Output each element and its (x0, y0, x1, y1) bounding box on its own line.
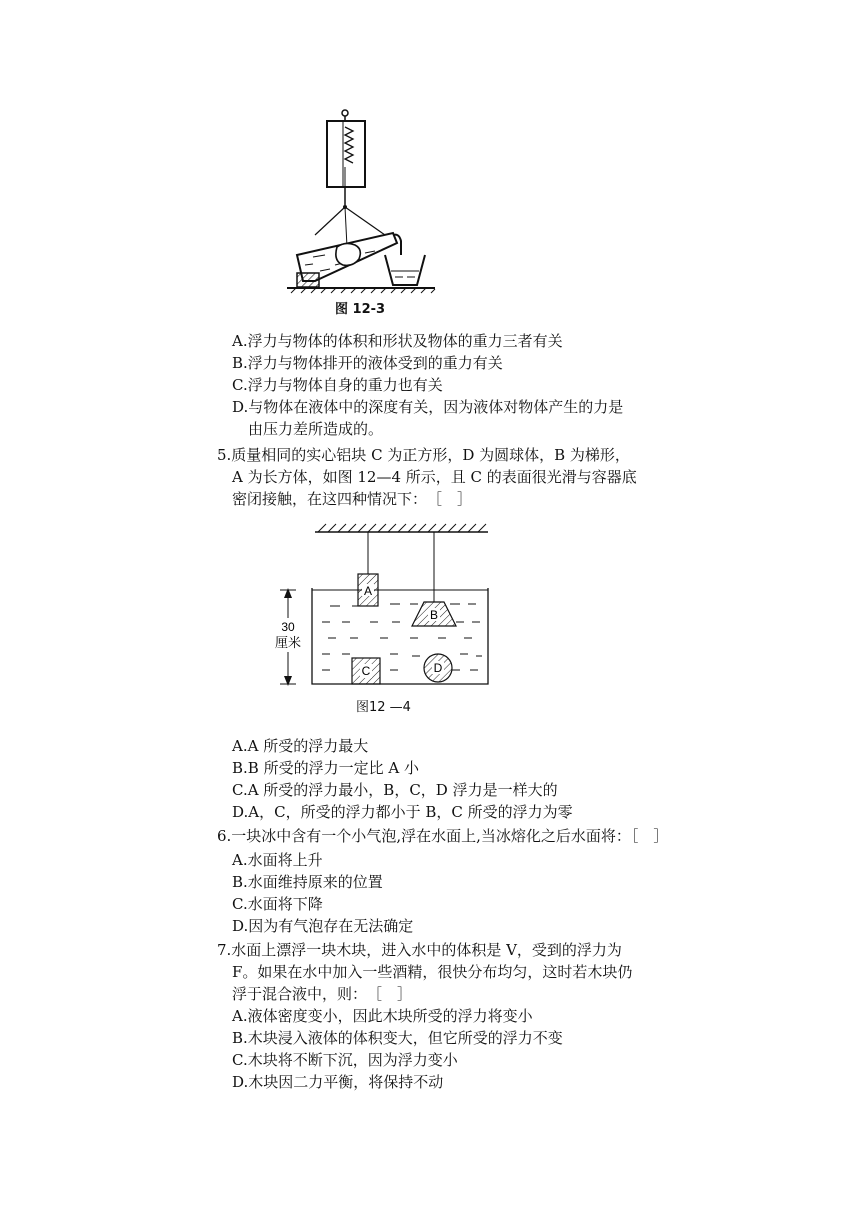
q5-stem-line-1: 5.质量相同的实心铝块 C 为正方形，D 为圆球体，B 为梯形， (217, 446, 630, 464)
q4-option-a: A.浮力与物体的体积和形状及物体的重力三者有关 (232, 332, 563, 350)
q5-option-a: A.A 所受的浮力最大 (232, 737, 369, 755)
q7-stem-line-3: 浮于混合液中，则： ［ ］ (232, 985, 413, 1003)
q7-option-a: A.液体密度变小，因此木块所受的浮力将变小 (232, 1007, 533, 1025)
q4-option-b: B.浮力与物体排开的液体受到的重力有关 (232, 354, 503, 372)
q5-stem-line-2: A 为长方体，如图 12—4 所示，且 C 的表面很光滑与容器底 (232, 468, 637, 486)
q5-option-c: C.A 所受的浮力最小，B，C，D 浮力是一样大的 (232, 781, 558, 799)
q6-option-c: C.水面将下降 (232, 895, 323, 913)
height-value: 30 (281, 620, 295, 634)
label-d: D (433, 661, 443, 675)
q4-option-c: C.浮力与物体自身的重力也有关 (232, 376, 443, 394)
q7-stem-line-1: 7.水面上漂浮一块木块，进入水中的体积是 V，受到的浮力为 (217, 941, 622, 959)
q6-stem: 6.一块冰中含有一个小气泡,浮在水面上,当冰熔化之后水面将：［ ］ (217, 827, 669, 845)
q6-option-b: B.水面维持原来的位置 (232, 873, 383, 891)
q5-stem-line-3: 密闭接触，在这四种情况下： ［ ］ (232, 490, 473, 508)
q7-option-b: B.木块浸入液体的体积变大，但它所受的浮力不变 (232, 1029, 563, 1047)
q6-option-d: D.因为有气泡存在无法确定 (232, 917, 414, 935)
q5-option-b: B.B 所受的浮力一定比 A 小 (232, 759, 419, 777)
q5-option-d: D.A，C，所受的浮力都小于 B，C 所受的浮力为零 (232, 803, 573, 821)
q7-option-c: C.木块将不断下沉，因为浮力变小 (232, 1051, 458, 1069)
q6-option-a: A.水面将上升 (232, 851, 323, 869)
figure-12-4-caption: 图12 —4 (356, 700, 411, 715)
figure-12-3-caption: 图 12-3 (335, 302, 386, 317)
height-unit: 厘米 (274, 636, 302, 651)
q7-stem-line-2: F。如果在水中加入一些酒精，很快分布均匀，这时若木块仍 (232, 963, 633, 981)
figure-12-4 (270, 518, 500, 693)
q7-option-d: D.木块因二力平衡，将保持不动 (232, 1073, 444, 1091)
label-c: C (361, 664, 371, 678)
q4-option-d-continued: 由压力差所造成的。 (248, 420, 384, 438)
q4-option-d: D.与物体在液体中的深度有关，因为液体对物体产生的力是 (232, 398, 624, 416)
figure-12-3 (285, 105, 445, 320)
label-b: B (429, 608, 439, 622)
label-a: A (363, 584, 373, 598)
